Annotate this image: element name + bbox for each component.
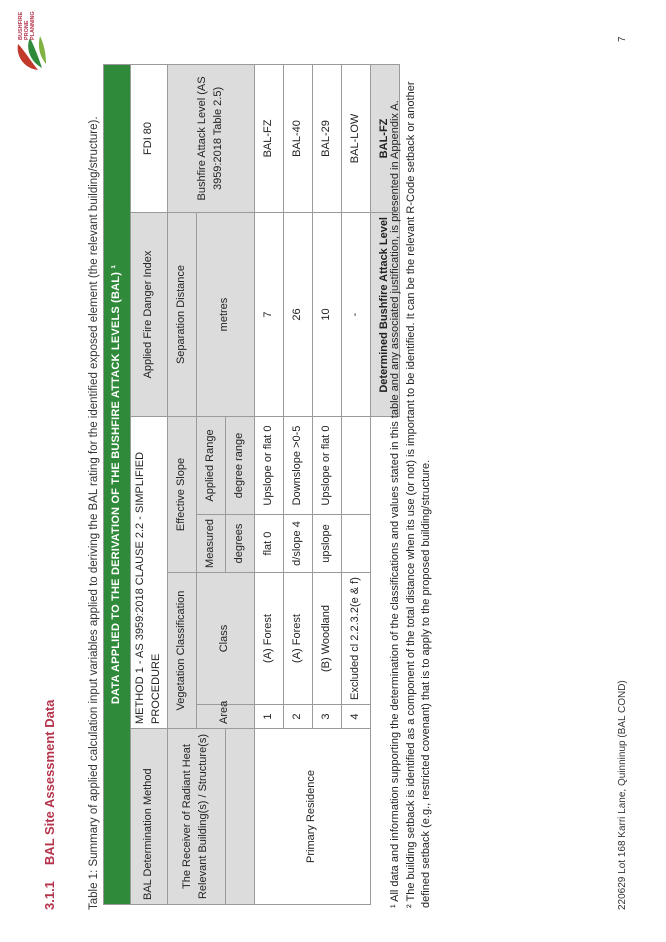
logo-wordmark: BUSHFIRE PRONE PLANNING	[18, 11, 36, 40]
method-label: BAL Determination Method	[131, 729, 168, 905]
area-cell: 2	[283, 705, 312, 729]
bal-cell: BAL-29	[312, 64, 341, 212]
metres-unit: metres	[196, 213, 254, 417]
measured-cell	[341, 515, 370, 573]
section-number: 3.1.1	[42, 881, 57, 910]
determined-label: Determined Bushfire Attack Level	[370, 213, 399, 417]
method-value: METHOD 1 - AS 3959:2018 CLAUSE 2.2 - SIMPLIFIED PROCEDURE	[131, 417, 168, 729]
degrees-unit: degrees	[225, 515, 254, 573]
building-cell: Primary Residence	[254, 729, 370, 905]
bal-cell: BAL-40	[283, 64, 312, 212]
distance-cell: 26	[283, 213, 312, 417]
company-logo	[8, 11, 54, 74]
area-cell: 1	[254, 705, 283, 729]
fdi-label: Applied Fire Danger Index	[131, 213, 168, 417]
distance-cell: 10	[312, 213, 341, 417]
class-cell: (B) Woodland	[312, 573, 341, 705]
area-header: Area	[196, 705, 254, 729]
receiver-header: The Receiver of Radiant Heat Relevant Building(s) / Structure(s)	[167, 729, 225, 905]
measured-header: Measured	[196, 515, 225, 573]
relevant-blank	[225, 729, 254, 905]
measured-cell: upslope	[312, 515, 341, 573]
separation-header: Separation Distance	[167, 213, 196, 417]
section-title: BAL Site Assessment Data	[42, 699, 57, 866]
footer-doc: 220629 Lot 168 Karri Lane, Quinninup (BAL COND)	[617, 680, 628, 910]
distance-cell: -	[341, 213, 370, 417]
footnote-1: ¹ All data and information supporting the determination of the classifications and values stated in this table and any associated justification, is presented in Appendix A.	[389, 100, 401, 908]
area-cell: 4	[341, 705, 370, 729]
bal-cell: BAL-FZ	[254, 64, 283, 212]
applied-cell: Upslope or flat 0	[312, 417, 341, 515]
slope-header: Effective Slope	[167, 417, 196, 573]
section-heading	[42, 700, 57, 910]
bal-data-table	[103, 64, 400, 905]
bal-level-header: Bushfire Attack Level (AS 3959:2018 Table 2.5)	[167, 64, 254, 212]
footnote-2: ² The building setback is identified as a component of the total distance when its use (or not) is important to be identified. It can be the relevant R-Code setback or another	[405, 81, 417, 908]
applied-cell: Downslope >0-5	[283, 417, 312, 515]
area-cell: 3	[312, 705, 341, 729]
table-title: DATA APPLIED TO THE DERIVATION OF THE BUSHFIRE ATTACK LEVELS (BAL) ¹	[104, 64, 131, 904]
applied-cell: Upslope or flat 0	[254, 417, 283, 515]
table-row	[254, 64, 283, 904]
degree-range-unit: degree range	[225, 417, 254, 515]
footnote-2-cont: defined setback (e.g., restricted covenant) that is to apply to the proposed building/structure.	[420, 459, 432, 908]
measured-cell: flat 0	[254, 515, 283, 573]
measured-cell: d/slope 4	[283, 515, 312, 573]
class-cell: (A) Forest	[283, 573, 312, 705]
class-cell: (A) Forest	[254, 573, 283, 705]
bal-cell: BAL-LOW	[341, 64, 370, 212]
determined-value: BAL-FZ	[370, 64, 399, 212]
class-cell: Excluded cl 2.2.3.2(e & f)	[341, 573, 370, 705]
page-number: 7	[617, 36, 628, 42]
table-caption: Table 1: Summary of applied calculation input variables applied to deriving the BAL rating for the identified exposed element (the relevant building/structure).	[88, 116, 100, 910]
distance-cell: 7	[254, 213, 283, 417]
class-header: Class	[196, 573, 254, 705]
applied-range-header: Applied Range	[196, 417, 225, 515]
applied-cell	[341, 417, 370, 515]
fdi-value: FDI 80	[131, 64, 168, 212]
vegetation-header: Vegetation Classification	[167, 573, 196, 729]
